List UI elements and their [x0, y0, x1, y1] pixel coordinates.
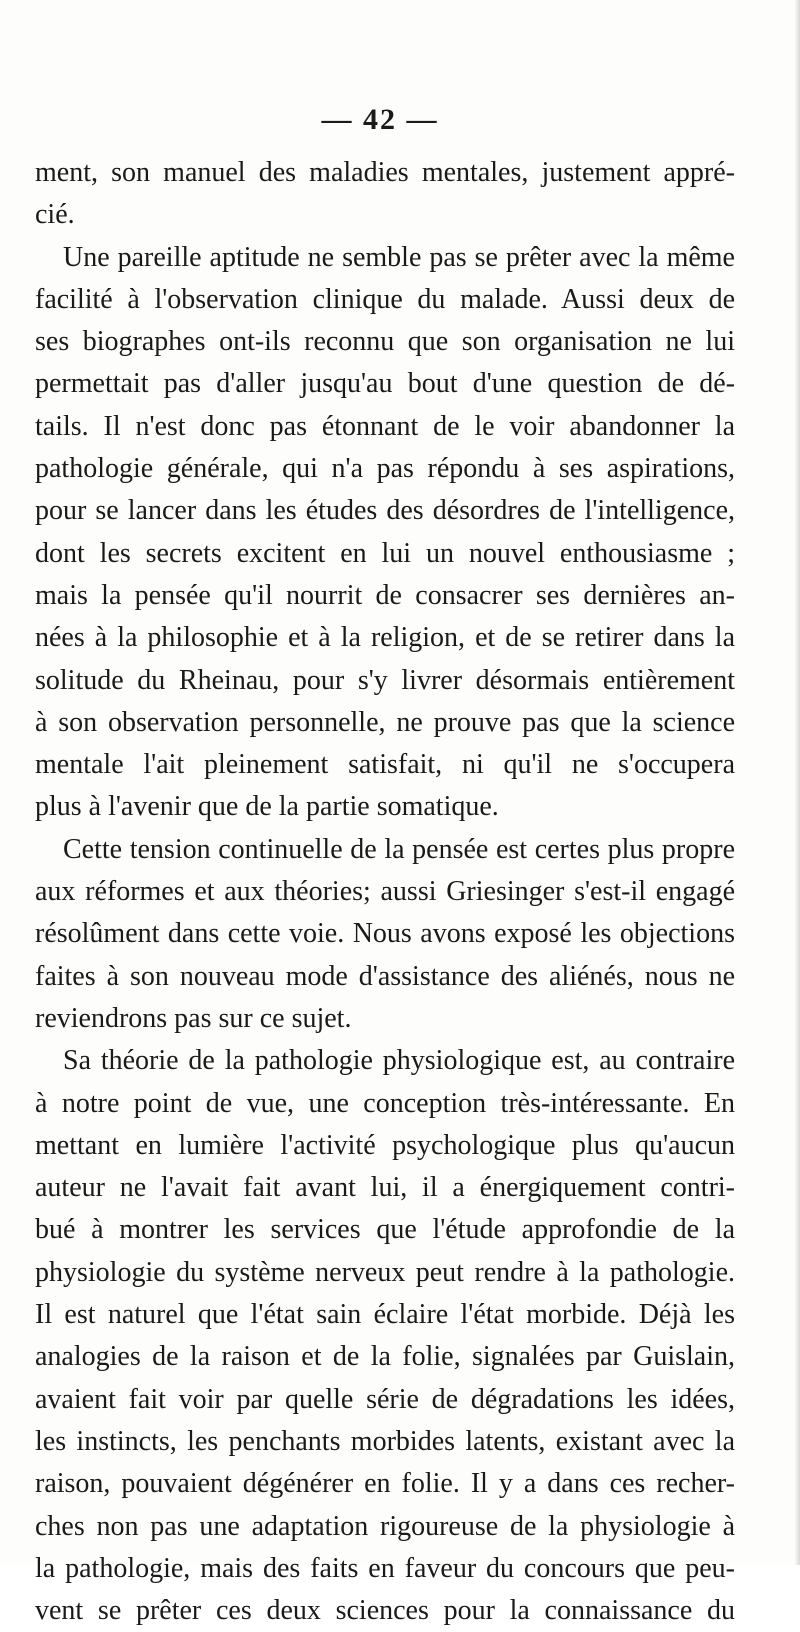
text-line: aux réformes et aux théories; aussi Griesinger s'est-il engagé — [35, 876, 735, 908]
text-line: raison, pouvaient dégénérer en folie. Il y a dans ces recher- — [35, 1468, 735, 1500]
page-number: — 42 — — [321, 103, 439, 136]
text-line: nées à la philosophie et à la religion, et de se retirer dans la — [35, 622, 735, 654]
text-line: dont les secrets excitent en lui un nouvel enthousiasme ; — [35, 537, 735, 569]
text-line: mais la pensée qu'il nourrit de consacrer ses dernières an- — [35, 579, 735, 611]
text-line: auteur ne l'avait fait avant lui, il a énergiquement contri- — [35, 1172, 735, 1204]
text-line: physiologie du système nerveux peut rendre à la pathologie. — [35, 1256, 735, 1288]
text-line: mentale l'ait pleinement satisfait, ni qu'il ne s'occupera — [35, 749, 735, 781]
body-text — [35, 152, 735, 1632]
text-line: mettant en lumière l'activité psychologique plus qu'aucun — [35, 1129, 735, 1161]
text-line: faites à son nouveau mode d'assistance des aliénés, nous ne — [35, 960, 735, 992]
text-line: solitude du Rheinau, pour s'y livrer désormais entièrement — [35, 664, 735, 696]
text-line: vent se prêter ces deux sciences pour la connaissance du — [35, 1595, 735, 1627]
text-line: à son observation personnelle, ne prouve pas que la science — [35, 706, 735, 738]
text-line: résolûment dans cette voie. Nous avons exposé les objections — [35, 918, 735, 950]
text-line: cié. — [35, 199, 75, 231]
page-edge-shadow — [794, 0, 800, 1565]
text-line: les instincts, les penchants morbides latents, existant avec la — [35, 1425, 735, 1457]
text-line: permettait pas d'aller jusqu'au bout d'une question de dé- — [35, 368, 735, 400]
text-line: la pathologie, mais des faits en faveur du concours que peu- — [35, 1552, 735, 1584]
text-line: analogies de la raison et de la folie, signalées par Guislain, — [35, 1341, 735, 1373]
text-line: pathologie générale, qui n'a pas répondu à ses aspirations, — [35, 453, 735, 485]
text-line: pour se lancer dans les études des désordres de l'intelligence, — [35, 495, 735, 527]
text-line: Cette tension continuelle de la pensée est certes plus propre — [63, 833, 735, 865]
text-line: Sa théorie de la pathologie physiologique est, au contraire — [63, 1045, 735, 1077]
text-line: avaient fait voir par quelle série de dégradations les idées, — [35, 1383, 735, 1415]
text-line: ment, son manuel des maladies mentales, justement appré- — [35, 157, 735, 188]
text-line: bué à montrer les services que l'étude approfondie de la — [35, 1214, 735, 1246]
text-line: Une pareille aptitude ne semble pas se prêter avec la même — [63, 241, 735, 273]
text-line: plus à l'avenir que de la partie somatique. — [35, 791, 499, 823]
text-line: ches non pas une adaptation rigoureuse de la physiologie à — [35, 1510, 735, 1542]
text-line: tails. Il n'est donc pas étonnant de le voir abandonner la — [35, 410, 735, 442]
text-line: ses biographes ont-ils reconnu que son organisation ne lui — [35, 326, 735, 358]
text-line: à notre point de vue, une conception très-intéressante. En — [35, 1087, 735, 1119]
text-line: facilité à l'observation clinique du malade. Aussi deux de — [35, 283, 735, 315]
text-line: Il est naturel que l'état sain éclaire l'état morbide. Déjà les — [35, 1299, 735, 1331]
text-line: reviendrons pas sur ce sujet. — [35, 1002, 352, 1034]
